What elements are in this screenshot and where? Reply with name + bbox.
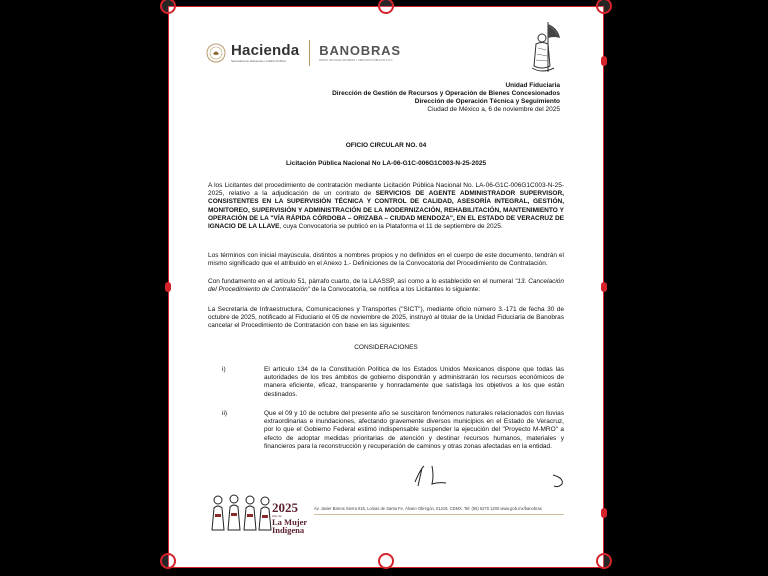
crop-handle-top-right[interactable] — [596, 0, 612, 14]
fundamento-text: Con fundamento en el artículo 51, párrafo cuarto, de la LAASSP, así como a lo establecido en el numeral — [208, 278, 515, 285]
crop-handle-bottom-right[interactable] — [596, 553, 612, 569]
crop-handle-bottom-left[interactable] — [160, 553, 176, 569]
crop-handle-bottom-center[interactable] — [378, 553, 394, 569]
item-1-number: i) — [222, 366, 226, 373]
crop-handle-right-upper[interactable] — [601, 56, 607, 66]
header-direccion-operacion: Dirección de Operación Técnica y Seguimiento — [414, 98, 560, 105]
crop-handle-left-middle[interactable] — [165, 282, 171, 292]
intro-service-bold: SERVICIOS DE AGENTE ADMINISTRADOR SUPERVISOR, CONSISTENTES EN LA SUPERVISIÓN TÉCNICA Y CONTROL DE CALIDAD, ASESORÍA INTEGRAL, GESTIÓN, MONITOREO, SUPERVISIÓN Y ADMINISTRACIÓN DE LA MODERNIZACIÓN, REHABILITACIÓN, MANTENIMIENTO Y OPERACIÓN DE LA "VÍA RÁPIDA CÓRDOBA – ORIZABA – CIUDAD MENDOZA", EN EL ESTADO DE VERACRUZ DE IGNACIO DE LA LLAVE — [208, 190, 564, 231]
paragraph-intro — [208, 182, 564, 231]
banobras-logo-subtitle: BANCO NACIONAL DE OBRAS Y SERVICIOS PÚBLICOS S.N.C. — [319, 59, 394, 62]
indigena-text: Indígena — [272, 525, 305, 535]
paragraph-sict: La Secretaría de Infraestructura, Comunicaciones y Transportes ("SICT"), mediante oficio número 3.-171 de fecha 30 de octubre de 2025, notificado al Fiduciario el 05 de noviembre de 2025, instruyó al titular de la Unidad Fiduciaria de Banobras cancelar el Procedimiento de Contratación con base en las siguientes: — [208, 306, 564, 330]
paragraph-terms: Los términos con inicial mayúscula, distintos a nombres propios y no definidos en el cuerpo de este documento, tendrán el mismo significado que el atribuido en el Anexo 1.- Definiciones de la Convocatoria del Procedimiento de Contratación. — [208, 252, 564, 268]
header-date: Ciudad de México a, 6 de noviembre del 2025 — [427, 106, 560, 113]
flag-bearer-illustration-icon — [528, 20, 562, 78]
paragraph-fundamento — [208, 278, 564, 294]
footer-address: Av. Javier Barros Sierra 515, Lomas de Santa Fe, Álvaro Obregón, 01219, CDMX. Tel: (55) 5270 1200 www.gob.mx/banobras — [314, 506, 542, 511]
signature-mark-icon — [550, 472, 566, 490]
item-2-text: Que el 09 y 10 de octubre del presente año se suscitaron fenómenos naturales relacionados con lluvias extraordinarias e inundaciones, afectando gravemente diversos municipios en el Estado de Veracruz, por lo que el Gobierno Federal estimó indispensable suspender la ejecución del "Proyecto M-MRO" a efecto de adoptar medidas prioritarias de atención y destinar recursos humanos, materiales y financieros para la reconstrucción y recuperación de caminos y otras zonas afectadas en la entidad. — [264, 410, 564, 450]
indigenous-women-illustration-icon — [208, 490, 274, 532]
licitacion-number: Licitación Pública Nacional No LA-06-G1C-006G1C003-N-25-2025 — [285, 160, 487, 167]
item-2-number: ii) — [222, 410, 228, 417]
year-small-text: Año de — [272, 514, 282, 518]
item-1-text: El artículo 134 de la Constitución Política de los Estados Unidos Mexicanos dispone que todas las autoridades de los tres ámbitos de gobierno dispondrán y administrarán los recursos económicos de manera eficiente, eficaz, transparente y honradamente que satisfaga los objetivos a los que están destinados. — [264, 366, 564, 398]
oficio-title: OFICIO CIRCULAR NO. 04 — [345, 142, 427, 149]
document-page — [168, 6, 604, 568]
logo-row — [206, 40, 401, 66]
logo-divider — [309, 40, 310, 66]
banobras-logo-text: BANOBRAS — [319, 43, 401, 58]
crop-handle-right-lower[interactable] — [601, 508, 607, 518]
header-unidad: Unidad Fiduciaria — [505, 82, 560, 89]
consideraciones-heading: CONSIDERACIONES — [354, 344, 418, 351]
signature-initials-icon — [412, 462, 448, 488]
header-direccion-gestion: Dirección de Gestión de Recursos y Operación de Bienes Concesionados — [332, 90, 560, 97]
hacienda-logo-subtitle: Secretaría de Hacienda y Crédito Público — [231, 59, 287, 63]
footer-divider — [314, 514, 564, 515]
mexico-seal-icon — [206, 43, 226, 63]
hacienda-logo-text: Hacienda — [231, 42, 300, 59]
year-text: 2025 — [272, 500, 298, 515]
letterhead-block — [332, 82, 560, 114]
fundamento-text-end: de la Convocatoria, se notifica a los Licitantes lo siguiente: — [310, 286, 481, 294]
consideracion-item-2 — [208, 410, 564, 451]
fundamento-italic: "13. Cancelación del Procedimiento de Contratación" — [208, 278, 565, 294]
crop-handle-right-middle[interactable] — [601, 282, 607, 292]
intro-text-end: , cuya Convocatoria se publicó en la Plataforma el 11 de septiembre de 2025. — [279, 223, 503, 231]
year-of-indigenous-woman-logo — [272, 502, 307, 534]
consideracion-item-1 — [208, 366, 564, 399]
mujer-text: La Mujer — [272, 517, 308, 527]
intro-text: A los Licitantes del procedimiento de contratación mediante Licitación Pública Nacional No. LA-06-G1C-006G1C003-N-25-2025, relativo a la adjudicación de un contrato de — [208, 182, 564, 198]
